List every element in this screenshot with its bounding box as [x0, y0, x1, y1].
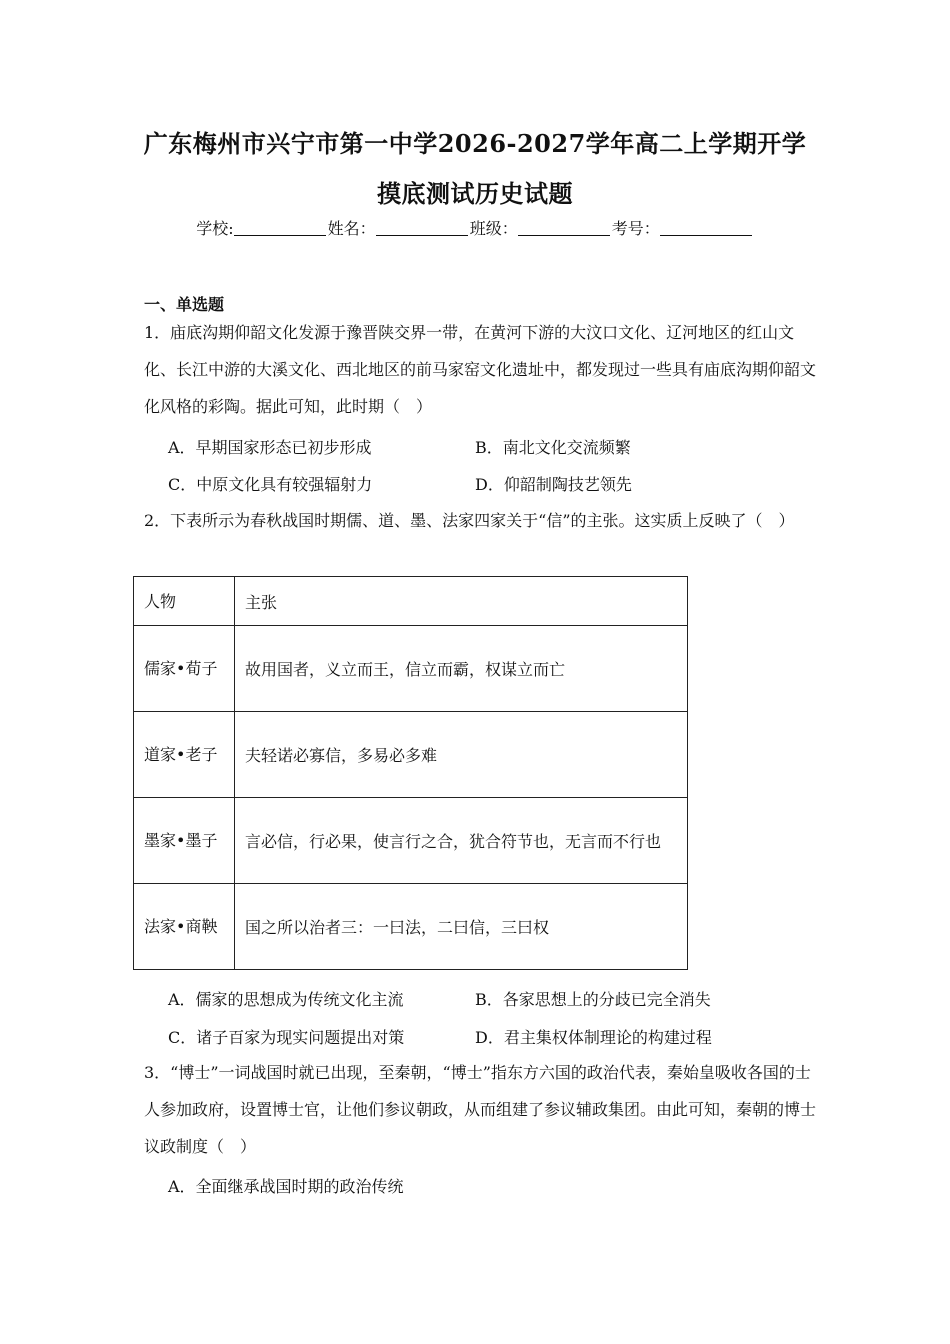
name-label: 姓名：: [327, 219, 376, 238]
q2-option-d: D．君主集权体制理论的构建过程: [475, 1028, 712, 1047]
class-label: 班级：: [469, 219, 518, 238]
exam-title-line2: 摸底测试历史试题: [377, 179, 573, 208]
school-blank[interactable]: [234, 221, 326, 236]
q1-option-c: C．中原文化具有较强辐射力: [168, 475, 373, 494]
table-row: [134, 626, 688, 712]
school-claims-table: [133, 576, 688, 970]
table-cell-person: 儒家•荀子: [134, 626, 235, 712]
table-row: [134, 712, 688, 798]
class-blank[interactable]: [518, 221, 610, 236]
q2-option-a: A．儒家的思想成为传统文化主流: [168, 990, 404, 1009]
q2-option-c: C．诸子百家为现实问题提出对策: [168, 1028, 405, 1047]
q1-option-b: B．南北文化交流频繁: [475, 438, 631, 457]
table-header-claim: 主张: [235, 577, 688, 626]
q2-option-b: B．各家思想上的分歧已完全消失: [475, 990, 711, 1009]
question-1-text: 1．庙底沟期仰韶文化发源于豫晋陕交界一带，在黄河下游的大汶口文化、辽河地区的红山文化、长江中游的大溪文化、西北地区的前马家窑文化遗址中，都发现过一些具有庙底沟期仰韶文化风格的彩陶。据此可知，此时期（ ）: [144, 323, 817, 416]
school-label: 学校:: [196, 219, 234, 238]
q1-option-d: D．仰韶制陶技艺领先: [475, 475, 632, 494]
question-3-text: 3．“博士”一词战国时就已出现，至秦朝，“博士”指东方六国的政治代表，秦始皇吸收各国的士人参加政府，设置博士官，让他们参议朝政，从而组建了参议辅政集团。由此可知，秦朝的博士议政制度（ ）: [144, 1063, 817, 1156]
question-2-text: 2．下表所示为春秋战国时期儒、道、墨、法家四家关于“信”的主张。这实质上反映了（ ）: [144, 511, 795, 530]
id-label: 考号：: [611, 219, 660, 238]
q1-option-a: A．早期国家形态已初步形成: [168, 438, 372, 457]
table-header-row: [134, 577, 688, 626]
q3-option-a: A．全面继承战国时期的政治传统: [168, 1177, 404, 1196]
id-blank[interactable]: [660, 221, 752, 236]
table-cell-claim: 夫轻诺必寡信，多易必多难: [235, 712, 688, 798]
table-row: [134, 798, 688, 884]
table-cell-person: 法家•商鞅: [134, 884, 235, 970]
section-title: 一、单选题: [144, 295, 225, 314]
table-cell-claim: 国之所以治者三：一曰法，二曰信，三曰权: [235, 884, 688, 970]
exam-title-line1: 广东梅州市兴宁市第一中学2026-2027学年高二上学期开学: [143, 129, 807, 158]
table-cell-person: 墨家•墨子: [134, 798, 235, 884]
table-cell-claim: 言必信，行必果，使言行之合，犹合符节也，无言而不行也: [235, 798, 688, 884]
table-cell-claim: 故用国者，义立而王，信立而霸，权谋立而亡: [235, 626, 688, 712]
student-info-line: [0, 216, 950, 239]
table-row: [134, 884, 688, 970]
name-blank[interactable]: [376, 221, 468, 236]
table-header-person: 人物: [134, 577, 235, 626]
table-cell-person: 道家•老子: [134, 712, 235, 798]
